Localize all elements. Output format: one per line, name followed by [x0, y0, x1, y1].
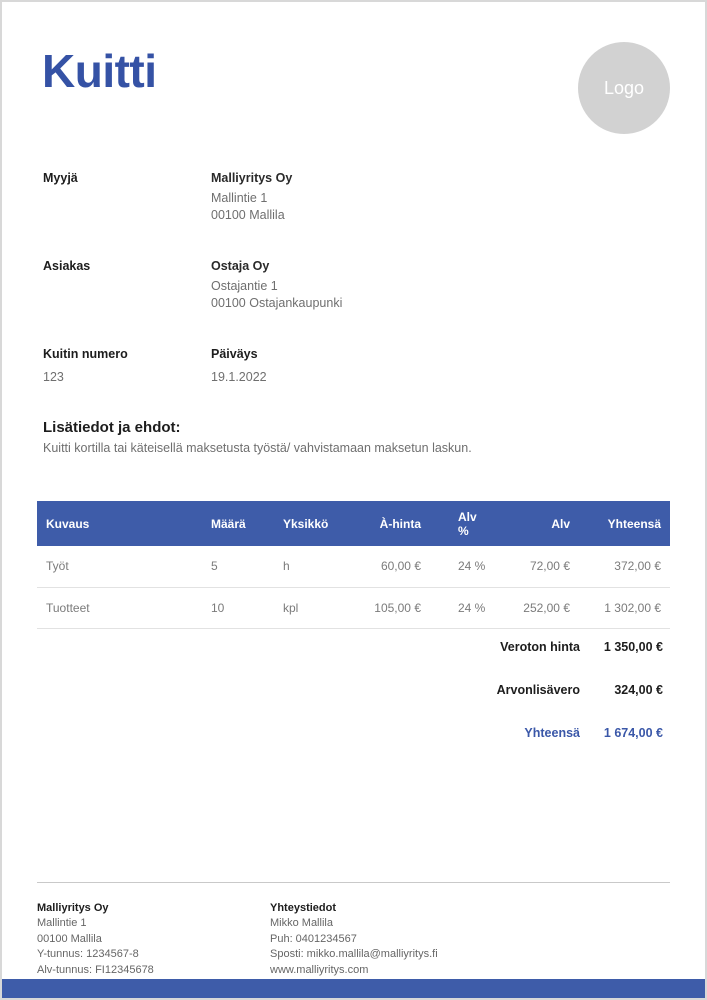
seller-name: Malliyritys Oy	[211, 171, 293, 185]
footer-contact-person: Mikko Mallila	[270, 917, 333, 929]
bottom-accent-bar	[2, 979, 705, 998]
notes-heading: Lisätiedot ja ehdot:	[43, 419, 181, 436]
customer-address-line: Ostajantie 1	[211, 279, 278, 293]
cell-description: Työt	[37, 546, 202, 587]
subtotal-label: Veroton hinta	[500, 640, 580, 654]
footer-company-block	[37, 900, 154, 978]
subtotal-value: 1 350,00 €	[603, 640, 663, 654]
footer-company-line: Mallintie 1	[37, 917, 87, 929]
footer-company-line: Y-tunnus: 1234567-8	[37, 948, 139, 961]
cell-quantity: 5	[202, 546, 274, 587]
seller-label: Myyjä	[43, 171, 78, 185]
subtotal-row	[302, 640, 670, 654]
notes-text: Kuitti kortilla tai käteisellä maksetusta työstä/ vahvistamaan maksetun laskun.	[43, 441, 472, 455]
footer-contact-phone: Puh: 0401234567	[270, 932, 357, 945]
items-table	[37, 501, 670, 629]
cell-total: 1 302,00 €	[579, 587, 670, 628]
column-header-quantity: Määrä	[202, 501, 274, 546]
cell-total: 372,00 €	[579, 546, 670, 587]
grand-total-label: Yhteensä	[524, 726, 580, 740]
cell-quantity: 10	[202, 587, 274, 628]
cell-unit: h	[274, 546, 351, 587]
footer-contact-website: www.malliyritys.com	[270, 963, 369, 976]
vat-total-value: 324,00 €	[614, 683, 663, 697]
cell-unit-price: 60,00 €	[351, 546, 430, 587]
column-header-vat-percent: Alv %	[430, 501, 499, 546]
cell-vat-percent: 24 %	[430, 546, 499, 587]
vat-total-row	[302, 683, 670, 697]
grand-total-value: 1 674,00 €	[603, 726, 663, 740]
column-header-description: Kuvaus	[37, 501, 202, 546]
column-header-vat: Alv	[499, 501, 579, 546]
page-title: Kuitti	[42, 45, 157, 97]
footer-contact-block	[270, 900, 438, 978]
footer-company-name: Malliyritys Oy	[37, 902, 109, 914]
items-table-header-row	[37, 501, 670, 546]
cell-vat: 72,00 €	[499, 546, 579, 587]
footer-contact-email: Sposti: mikko.mallila@malliyritys.fi	[270, 948, 438, 961]
column-header-unit-price: À-hinta	[351, 501, 430, 546]
seller-block	[211, 171, 292, 224]
cell-unit-price: 105,00 €	[351, 587, 430, 628]
customer-block	[211, 259, 342, 312]
cell-description: Tuotteet	[37, 587, 202, 628]
customer-address-line: 00100 Ostajankaupunki	[211, 296, 343, 310]
customer-name: Ostaja Oy	[211, 259, 270, 273]
cell-unit: kpl	[274, 587, 351, 628]
footer-company-line: 00100 Mallila	[37, 932, 102, 945]
seller-address-line: 00100 Mallila	[211, 208, 285, 222]
footer-company-line: Alv-tunnus: FI12345678	[37, 963, 154, 976]
table-row	[37, 546, 670, 587]
vat-total-label: Arvonlisävero	[496, 683, 580, 697]
date-label: Päiväys	[211, 347, 258, 361]
cell-vat: 252,00 €	[499, 587, 579, 628]
customer-label: Asiakas	[43, 259, 91, 273]
column-header-unit: Yksikkö	[274, 501, 351, 546]
date-value: 19.1.2022	[211, 370, 267, 384]
logo-placeholder-text: Logo	[603, 77, 645, 98]
footer-contact-heading: Yhteystiedot	[270, 902, 337, 914]
column-header-total: Yhteensä	[579, 501, 670, 546]
receipt-number-label: Kuitin numero	[43, 347, 128, 361]
cell-vat-percent: 24 %	[430, 587, 499, 628]
seller-address-line: Mallintie 1	[211, 191, 268, 205]
table-row	[37, 587, 670, 628]
grand-total-row	[302, 726, 670, 740]
receipt-number-value: 123	[43, 370, 64, 384]
company-logo	[578, 42, 670, 134]
footer-divider	[37, 882, 670, 883]
